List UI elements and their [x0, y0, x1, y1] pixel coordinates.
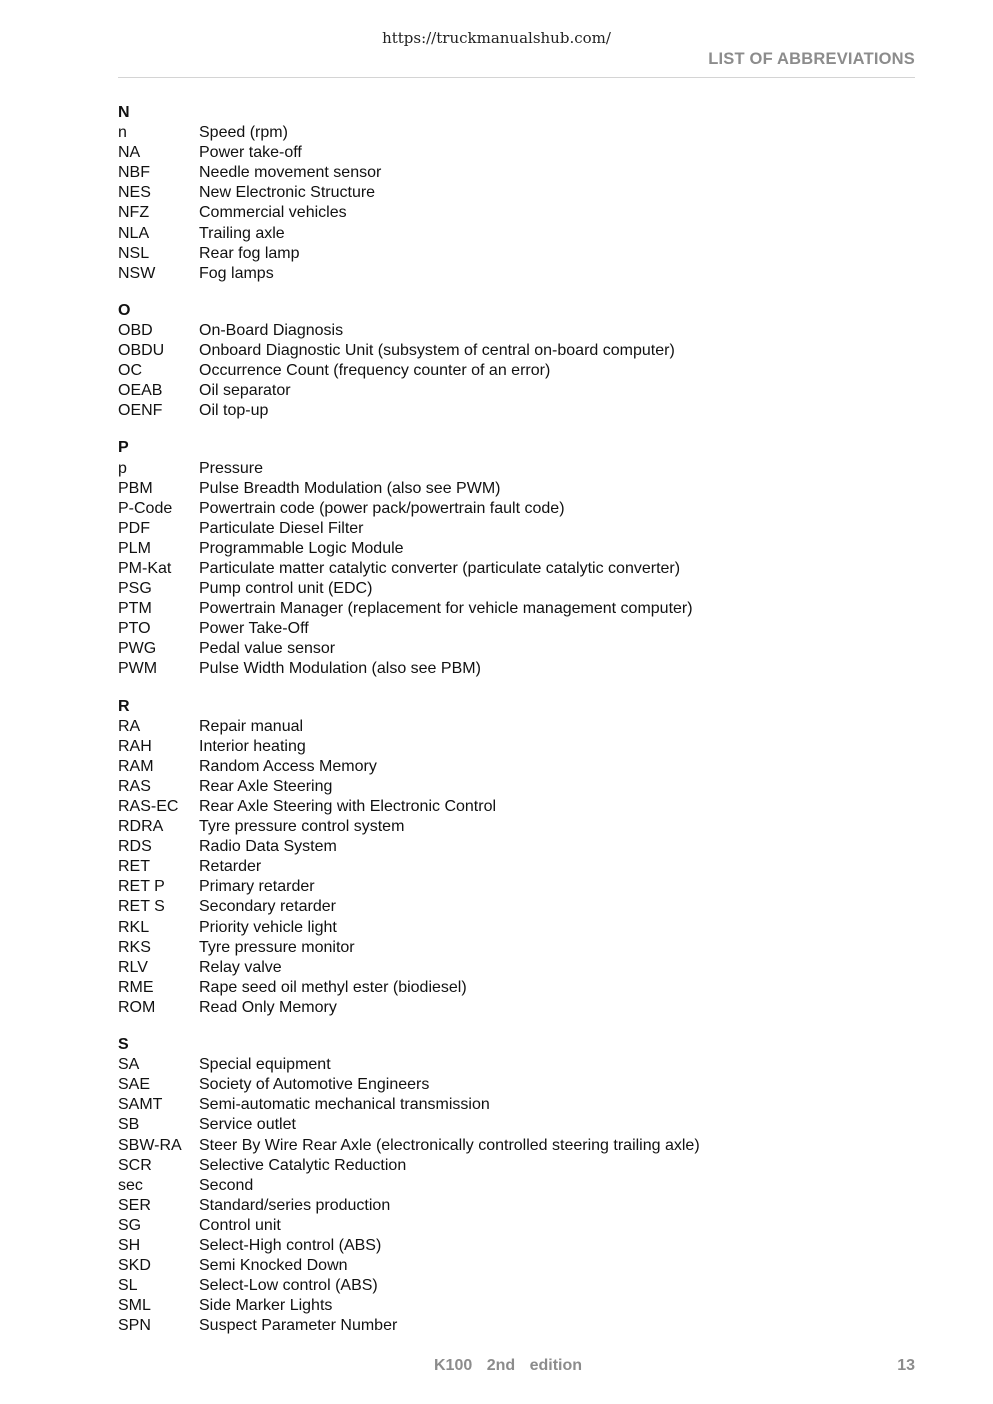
abbreviation-row	[118, 163, 915, 183]
header-divider	[118, 77, 915, 78]
abbreviation-term: OC	[118, 362, 142, 380]
abbreviation-definition: Suspect Parameter Number	[199, 1317, 398, 1335]
abbreviation-row	[118, 341, 915, 361]
abbreviation-term: PLM	[118, 539, 151, 557]
abbreviation-term: NLA	[118, 224, 150, 242]
abbreviation-row	[118, 1055, 915, 1075]
abbreviation-term: p	[118, 459, 127, 477]
page-url: https://truckmanualshub.com/	[382, 29, 611, 47]
abbreviation-definition: Special equipment	[199, 1056, 331, 1074]
abbreviation-row	[118, 244, 915, 264]
abbreviation-definition: Random Access Memory	[199, 757, 377, 775]
abbreviation-definition: Society of Automotive Engineers	[199, 1076, 430, 1094]
abbreviation-term: RAM	[118, 757, 154, 775]
abbreviation-term: SG	[118, 1216, 142, 1234]
abbreviation-term: OENF	[118, 402, 163, 420]
abbreviation-term: PDF	[118, 519, 150, 537]
section-letter: O	[118, 301, 131, 319]
abbreviation-row	[118, 183, 915, 203]
abbreviation-definition: Rear Axle Steering with Electronic Control	[199, 798, 497, 815]
abbreviation-term: SER	[118, 1196, 151, 1214]
abbreviation-row	[118, 877, 915, 897]
abbreviation-definition: Semi-automatic mechanical transmission	[199, 1096, 490, 1114]
abbreviation-row	[118, 579, 915, 599]
abbreviation-definition: Service outlet	[199, 1116, 296, 1134]
abbreviation-list	[118, 103, 915, 1353]
abbreviation-definition: Powertrain Manager (replacement for vehicle management computer)	[199, 600, 693, 618]
abbreviation-definition: Particulate Diesel Filter	[199, 519, 364, 537]
abbreviation-definition: Select-High control (ABS)	[199, 1236, 382, 1254]
abbreviation-term: SA	[118, 1056, 140, 1074]
abbreviation-row	[118, 737, 915, 757]
abbreviation-definition: New Electronic Structure	[199, 184, 376, 202]
abbreviation-row	[118, 918, 915, 938]
section-letter: P	[118, 439, 129, 457]
abbreviation-term: PTM	[118, 600, 152, 618]
abbreviation-definition: Pulse Width Modulation (also see PBM)	[199, 660, 481, 678]
abbreviation-row	[118, 1136, 915, 1156]
abbreviation-definition: Priority vehicle light	[199, 918, 337, 936]
abbreviation-term: RA	[118, 717, 141, 735]
abbreviation-term: SH	[118, 1236, 141, 1254]
abbreviation-row	[118, 897, 915, 917]
abbreviation-row	[118, 479, 915, 499]
abbreviation-row	[118, 1216, 915, 1236]
abbreviation-definition: Oil separator	[199, 382, 291, 400]
abbreviation-definition: Pressure	[199, 459, 264, 477]
page-number: 13	[897, 1357, 915, 1374]
abbreviation-term: ROM	[118, 998, 156, 1016]
abbreviation-row	[118, 1316, 915, 1336]
abbreviation-row	[118, 757, 915, 777]
abbreviation-definition: Read Only Memory	[199, 998, 337, 1016]
abbreviation-term: SBW-RA	[118, 1136, 182, 1154]
abbreviation-definition: Power take-off	[199, 144, 302, 162]
abbreviation-term: PTO	[118, 620, 151, 638]
abbreviation-definition: Interior heating	[199, 737, 306, 755]
abbreviation-row	[118, 401, 915, 421]
abbreviation-definition: Needle movement sensor	[199, 164, 382, 182]
abbreviation-definition: Control unit	[199, 1216, 281, 1234]
abbreviation-definition: Semi Knocked Down	[199, 1257, 348, 1275]
abbreviation-term: PBM	[118, 479, 153, 497]
abbreviation-row	[118, 321, 915, 341]
abbreviation-row	[118, 1095, 915, 1115]
abbreviation-row	[118, 459, 915, 479]
abbreviation-definition: Relay valve	[199, 958, 282, 976]
abbreviation-term: sec	[118, 1176, 143, 1194]
abbreviation-term: RET P	[118, 878, 165, 896]
abbreviation-row	[118, 817, 915, 837]
abbreviation-definition: Select-Low control (ABS)	[199, 1277, 378, 1295]
abbreviation-term: SKD	[118, 1257, 151, 1275]
abbreviation-term: RKL	[118, 918, 150, 936]
abbreviation-term: RKS	[118, 938, 151, 956]
abbreviation-definition: Pump control unit (EDC)	[199, 580, 373, 598]
abbreviation-row	[118, 203, 915, 223]
abbreviation-row	[118, 717, 915, 737]
abbreviation-term: OBD	[118, 321, 153, 339]
abbreviation-definition: Oil top-up	[199, 402, 269, 420]
abbreviation-term: PM-Kat	[118, 559, 172, 577]
abbreviation-row	[118, 224, 915, 244]
abbreviation-definition: Programmable Logic Module	[199, 539, 404, 557]
footer-edition: K100 2nd edition	[434, 1357, 583, 1374]
abbreviation-term: RAS-EC	[118, 798, 179, 815]
abbreviation-definition: Retarder	[199, 858, 262, 876]
abbreviation-row	[118, 857, 915, 877]
abbreviation-term: SPN	[118, 1317, 151, 1335]
abbreviation-definition: Steer By Wire Rear Axle (electronically controlled steering trailing axle)	[199, 1136, 700, 1154]
abbreviation-definition: On-Board Diagnosis	[199, 321, 344, 339]
abbreviation-definition: Particulate matter catalytic converter (particulate catalytic converter)	[199, 559, 681, 577]
abbreviation-definition: Fog lamps	[199, 264, 274, 282]
abbreviation-row	[118, 264, 915, 284]
abbreviation-term: RET	[118, 858, 150, 876]
abbreviation-term: NSL	[118, 244, 150, 262]
section-letter: N	[118, 104, 130, 121]
abbreviation-definition: Side Marker Lights	[199, 1297, 333, 1315]
abbreviation-row	[118, 1115, 915, 1135]
abbreviation-row	[118, 998, 915, 1018]
abbreviation-row	[118, 639, 915, 659]
abbreviation-definition: Occurrence Count (frequency counter of an error)	[199, 362, 551, 380]
abbreviation-term: RAH	[118, 737, 152, 755]
running-title: LIST OF ABBREVIATIONS	[708, 50, 915, 68]
abbreviation-definition: Commercial vehicles	[199, 204, 347, 222]
abbreviation-term: RDRA	[118, 818, 164, 836]
abbreviation-row	[118, 143, 915, 163]
abbreviation-row	[118, 499, 915, 519]
abbreviation-definition: Rape seed oil methyl ester (biodiesel)	[199, 978, 467, 996]
abbreviation-term: SL	[118, 1277, 138, 1295]
section-p	[118, 438, 915, 679]
abbreviation-row	[118, 361, 915, 381]
section-letter: R	[118, 697, 130, 715]
section-r	[118, 697, 915, 1019]
abbreviation-term: SCR	[118, 1156, 152, 1174]
abbreviation-row	[118, 123, 915, 143]
abbreviation-row	[118, 599, 915, 619]
abbreviation-term: n	[118, 124, 127, 142]
abbreviation-row	[118, 1256, 915, 1276]
abbreviation-definition: Tyre pressure monitor	[199, 938, 355, 956]
abbreviation-term: SAMT	[118, 1096, 163, 1114]
abbreviation-definition: Selective Catalytic Reduction	[199, 1156, 407, 1174]
abbreviation-row	[118, 958, 915, 978]
abbreviation-term: PWG	[118, 640, 157, 658]
abbreviation-definition: Rear Axle Steering	[199, 777, 333, 795]
abbreviation-definition: Tyre pressure control system	[199, 818, 405, 836]
abbreviation-row	[118, 1156, 915, 1176]
abbreviation-row	[118, 1236, 915, 1256]
abbreviation-row	[118, 619, 915, 639]
abbreviation-row	[118, 797, 915, 817]
abbreviation-definition: Powertrain code (power pack/powertrain fault code)	[199, 499, 565, 517]
abbreviation-row	[118, 659, 915, 679]
section-n	[118, 103, 915, 284]
abbreviation-term: RET S	[118, 898, 165, 916]
abbreviation-term: RDS	[118, 838, 152, 856]
abbreviation-definition: Speed (rpm)	[199, 124, 288, 142]
abbreviation-term: NSW	[118, 264, 156, 282]
abbreviation-term: SML	[118, 1297, 151, 1315]
abbreviation-definition: Pulse Breadth Modulation (also see PWM)	[199, 479, 501, 497]
abbreviation-term: P-Code	[118, 499, 173, 517]
abbreviation-row	[118, 519, 915, 539]
abbreviation-term: SB	[118, 1116, 140, 1134]
abbreviation-row	[118, 777, 915, 797]
abbreviation-term: OBDU	[118, 342, 165, 360]
abbreviation-term: RME	[118, 978, 154, 996]
abbreviation-definition: Trailing axle	[199, 224, 285, 242]
abbreviation-definition: Rear fog lamp	[199, 244, 300, 262]
abbreviation-definition: Radio Data System	[199, 838, 337, 856]
abbreviation-term: NES	[118, 184, 151, 202]
abbreviation-row	[118, 1075, 915, 1095]
abbreviation-term: SAE	[118, 1076, 151, 1094]
abbreviation-row	[118, 1296, 915, 1316]
abbreviation-definition: Standard/series production	[199, 1196, 391, 1214]
section-s	[118, 1035, 915, 1336]
abbreviation-definition: Repair manual	[199, 717, 304, 735]
abbreviation-row	[118, 978, 915, 998]
abbreviation-definition: Second	[199, 1176, 254, 1194]
abbreviation-definition: Power Take-Off	[199, 620, 309, 638]
abbreviation-definition: Secondary retarder	[199, 898, 336, 916]
abbreviation-term: NFZ	[118, 204, 150, 222]
abbreviation-row	[118, 1176, 915, 1196]
abbreviation-term: NA	[118, 144, 141, 162]
abbreviation-term: PWM	[118, 660, 158, 678]
abbreviation-row	[118, 938, 915, 958]
abbreviation-row	[118, 539, 915, 559]
abbreviation-term: RLV	[118, 958, 148, 976]
abbreviation-definition: Pedal value sensor	[199, 640, 336, 658]
section-o	[118, 301, 915, 422]
abbreviation-row	[118, 1276, 915, 1296]
abbreviation-term: PSG	[118, 580, 152, 598]
abbreviation-row	[118, 559, 915, 579]
abbreviation-definition: Onboard Diagnostic Unit (subsystem of central on-board computer)	[199, 342, 675, 360]
abbreviation-definition: Primary retarder	[199, 878, 315, 896]
abbreviation-term: NBF	[118, 164, 150, 182]
abbreviation-term: RAS	[118, 777, 151, 795]
section-letter: S	[118, 1036, 129, 1054]
abbreviation-row	[118, 381, 915, 401]
abbreviation-row	[118, 1196, 915, 1216]
abbreviation-row	[118, 837, 915, 857]
abbreviation-term: OEAB	[118, 382, 163, 400]
